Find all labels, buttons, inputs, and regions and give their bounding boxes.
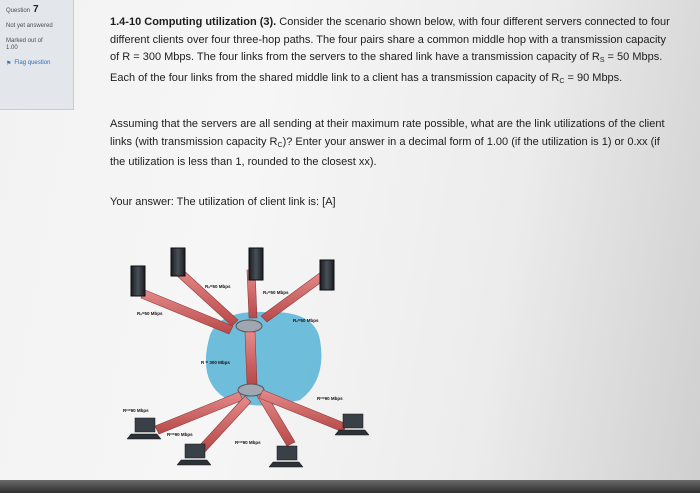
subscript-c: C xyxy=(277,141,283,149)
middle-link-label: R = 300 Mbps xyxy=(201,360,230,365)
question-status: Not yet answered xyxy=(6,23,53,29)
server-icon xyxy=(171,248,185,276)
client-laptop-icon xyxy=(269,446,303,467)
server-link-label: Rₛ=50 Mbps xyxy=(137,311,163,316)
server-icon xyxy=(131,266,145,296)
client-laptop-icon xyxy=(127,418,161,439)
question-info-panel xyxy=(0,0,74,110)
flag-icon: ⚑ xyxy=(6,61,12,67)
question-text-part: = 90 Mbps. xyxy=(564,71,623,84)
server-link-label: Rₛ=50 Mbps xyxy=(263,290,289,295)
marked-out-of-label: Marked out of xyxy=(6,38,43,44)
question-score: 1.00 xyxy=(6,45,18,51)
question-word: Question xyxy=(6,8,31,14)
server-link-label: Rₛ=50 Mbps xyxy=(293,318,319,323)
network-diagram xyxy=(115,240,415,480)
question-text xyxy=(110,14,670,211)
question-text-part: Consider the scenario shown below, with four different servers connected to four different clients over four three-hop paths. The four pairs share a common middle hop with a transmission capacity of R = 300 Mbps. The four links from the servers to the shared link have a transmission capacity of R xyxy=(110,16,670,63)
monitor-bezel xyxy=(0,480,700,493)
question-paragraph-1 xyxy=(110,14,670,90)
flag-question-link[interactable] xyxy=(6,60,67,67)
answer-prompt: Your answer: The utilization of client link is: [A] xyxy=(110,195,336,208)
question-paragraph-2 xyxy=(110,116,670,172)
server-icon xyxy=(249,248,263,280)
client-link-label: Rᶜ=90 Mbps xyxy=(123,408,149,413)
question-number: 7 xyxy=(33,4,39,15)
server-link-label: Rₛ=50 Mbps xyxy=(205,284,231,289)
question-text-part: Assuming that the servers are all sending at their maximum rate possible, what are the link utilizations of the client links (with transmission capacity R xyxy=(110,118,665,148)
middle-link xyxy=(245,332,257,384)
question-title: 1.4-10 Computing utilization (3). xyxy=(110,16,277,28)
question-text-part: = 50 Mbps. Each of the four links from the shared middle link to a client has a transmission capacity of R xyxy=(110,51,663,84)
client-link-label: Rᶜ=90 Mbps xyxy=(167,432,193,437)
question-text-part: )? Enter your answer in a decimal form of 1.00 (if the utilization is 1) or 0.xx (if the utilization is less than 1, rounded to the closest xx). xyxy=(110,135,660,168)
client-link-label: Rᶜ=90 Mbps xyxy=(317,396,343,401)
subscript-c: C xyxy=(559,77,565,85)
server-icon xyxy=(320,260,334,290)
router-top xyxy=(236,320,262,332)
subscript-s: S xyxy=(599,57,605,64)
flag-question-label: Flag question xyxy=(14,60,51,66)
client-link-label: Rᶜ=90 Mbps xyxy=(235,440,261,445)
